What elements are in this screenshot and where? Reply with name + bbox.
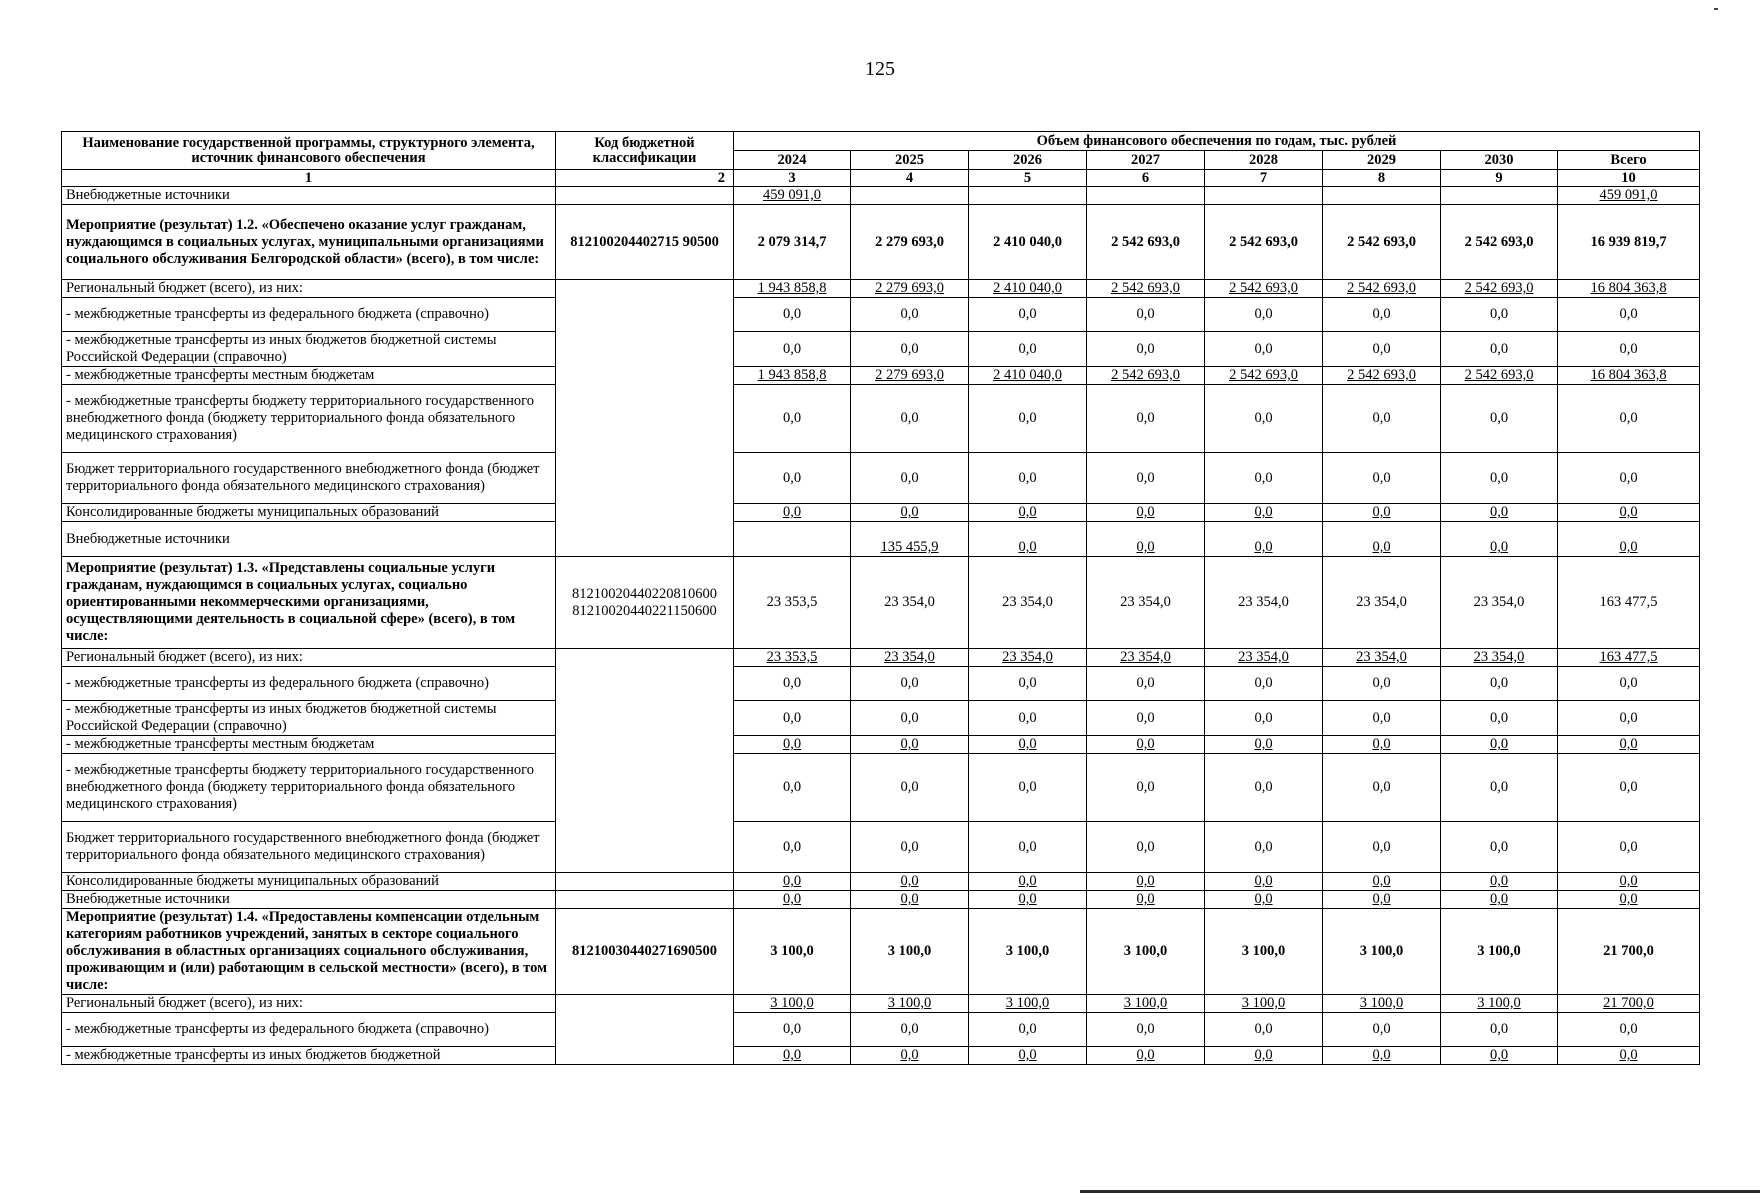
year-value: 0,0 [734, 822, 851, 873]
year-value: 3 100,0 [851, 995, 969, 1013]
year-value: 3 100,0 [1087, 909, 1205, 995]
year-value: 1 943 858,8 [734, 280, 851, 298]
year-value: 3 100,0 [1323, 909, 1441, 995]
table-row [62, 667, 1700, 701]
budget-code-empty [556, 187, 734, 205]
budget-code-value: 812100204402715 90500 [570, 233, 719, 250]
row-name: Мероприятие (результат) 1.4. «Предоставлены компенсации отдельным категориям работников учреждений, занятых в секторе социального обслуживания в областных организациях социального обслуживания, проживающим и (или) работающим в сельской местности» (всего), в том числе: [62, 909, 556, 995]
row-name: Внебюджетные источники [62, 187, 556, 205]
year-value: 0,0 [734, 667, 851, 701]
total-value: 0,0 [1558, 504, 1700, 522]
year-value: 2 410 040,0 [969, 367, 1087, 385]
year-value: 0,0 [1205, 332, 1323, 367]
scan-mark [1714, 8, 1718, 10]
total-value: 0,0 [1558, 298, 1700, 332]
year-value: 0,0 [1087, 873, 1205, 891]
budget-code-value: 81210020440221150600 [572, 602, 717, 619]
year-value: 2 542 693,0 [1087, 367, 1205, 385]
budget-code-empty [556, 649, 734, 873]
budget-code-empty [556, 891, 734, 909]
bottom-rule [1080, 1190, 1760, 1193]
total-value: 0,0 [1558, 891, 1700, 909]
year-value: 0,0 [1323, 522, 1441, 557]
total-value: 21 700,0 [1558, 995, 1700, 1013]
year-value: 3 100,0 [1323, 995, 1441, 1013]
year-value [1441, 187, 1558, 205]
row-name: - межбюджетные трансферты местным бюджетам [62, 367, 556, 385]
row-name: Региональный бюджет (всего), из них: [62, 280, 556, 298]
year-value: 0,0 [1441, 332, 1558, 367]
year-value: 0,0 [1087, 504, 1205, 522]
year-value [851, 187, 969, 205]
year-value: 0,0 [1323, 1013, 1441, 1047]
year-value: 0,0 [1323, 453, 1441, 504]
year-value: 0,0 [1205, 504, 1323, 522]
year-value: 2 542 693,0 [1205, 367, 1323, 385]
year-value: 23 354,0 [1205, 557, 1323, 649]
table-row [62, 522, 1700, 557]
table-body [62, 187, 1700, 1065]
table-row [62, 557, 1700, 649]
year-value: 0,0 [1441, 298, 1558, 332]
budget-code [556, 557, 734, 649]
table-row [62, 909, 1700, 995]
row-name: Региональный бюджет (всего), из них: [62, 995, 556, 1013]
table-row [62, 187, 1700, 205]
year-value: 3 100,0 [1205, 909, 1323, 995]
year-value: 3 100,0 [969, 909, 1087, 995]
year-value: 2 542 693,0 [1323, 280, 1441, 298]
year-value: 23 354,0 [1087, 557, 1205, 649]
year-value: 2 542 693,0 [1087, 280, 1205, 298]
year-value: 0,0 [1087, 667, 1205, 701]
total-value: 0,0 [1558, 453, 1700, 504]
row-name: - межбюджетные трансферты местным бюджетам [62, 736, 556, 754]
header-year: 2030 [1441, 151, 1558, 170]
year-value: 0,0 [1087, 385, 1205, 453]
table-row [62, 754, 1700, 822]
budget-code-empty [556, 873, 734, 891]
year-value: 2 542 693,0 [1087, 205, 1205, 280]
year-value: 3 100,0 [851, 909, 969, 995]
total-value: 21 700,0 [1558, 909, 1700, 995]
year-value: 0,0 [1441, 822, 1558, 873]
column-number: 7 [1205, 170, 1323, 187]
total-value: 0,0 [1558, 1047, 1700, 1065]
year-value: 0,0 [851, 754, 969, 822]
year-value: 0,0 [851, 504, 969, 522]
year-value: 0,0 [851, 385, 969, 453]
row-name: Консолидированные бюджеты муниципальных образований [62, 873, 556, 891]
row-name: Региональный бюджет (всего), из них: [62, 649, 556, 667]
header-name: Наименование государственной программы, структурного элемента, источник финансового обеспечения [62, 132, 556, 170]
year-value: 0,0 [851, 891, 969, 909]
year-value: 0,0 [734, 298, 851, 332]
year-value: 2 542 693,0 [1441, 367, 1558, 385]
year-value: 0,0 [1441, 385, 1558, 453]
year-value: 0,0 [734, 736, 851, 754]
budget-code [556, 909, 734, 995]
table-row [62, 205, 1700, 280]
year-value: 459 091,0 [734, 187, 851, 205]
row-name: Внебюджетные источники [62, 891, 556, 909]
year-value [1205, 187, 1323, 205]
table-row [62, 822, 1700, 873]
year-value: 0,0 [1205, 298, 1323, 332]
row-name: - межбюджетные трансферты из иных бюджетов бюджетной [62, 1047, 556, 1065]
column-number: 5 [969, 170, 1087, 187]
year-value: 0,0 [1087, 332, 1205, 367]
year-value: 0,0 [1323, 667, 1441, 701]
year-value: 1 943 858,8 [734, 367, 851, 385]
table-row [62, 385, 1700, 453]
year-value: 0,0 [969, 873, 1087, 891]
total-value: 0,0 [1558, 754, 1700, 822]
year-value: 2 279 693,0 [851, 367, 969, 385]
row-name: Бюджет территориального государственного внебюджетного фонда (бюджет территориального фонда обязательного медицинского страхования) [62, 453, 556, 504]
year-value: 135 455,9 [851, 522, 969, 557]
budget-code-empty [556, 280, 734, 557]
year-value: 0,0 [851, 332, 969, 367]
year-value: 2 410 040,0 [969, 205, 1087, 280]
row-name: Внебюджетные источники [62, 522, 556, 557]
year-value: 0,0 [1323, 822, 1441, 873]
year-value: 0,0 [851, 822, 969, 873]
year-value: 0,0 [1323, 701, 1441, 736]
year-value: 0,0 [969, 332, 1087, 367]
year-value: 2 410 040,0 [969, 280, 1087, 298]
year-value: 0,0 [1441, 754, 1558, 822]
column-number: 10 [1558, 170, 1700, 187]
budget-code [556, 205, 734, 280]
year-value: 3 100,0 [734, 995, 851, 1013]
year-value: 0,0 [1087, 522, 1205, 557]
table-row [62, 736, 1700, 754]
year-value: 0,0 [1205, 522, 1323, 557]
year-value: 0,0 [969, 1047, 1087, 1065]
table-row [62, 504, 1700, 522]
year-value: 0,0 [1441, 891, 1558, 909]
year-value: 0,0 [1087, 736, 1205, 754]
year-value: 0,0 [1323, 891, 1441, 909]
year-value: 23 354,0 [1323, 649, 1441, 667]
table-row [62, 280, 1700, 298]
year-value: 0,0 [1087, 701, 1205, 736]
year-value: 0,0 [1558, 522, 1700, 557]
total-value: 0,0 [1558, 873, 1700, 891]
year-value: 0,0 [734, 873, 851, 891]
year-value: 0,0 [969, 385, 1087, 453]
year-value: 23 353,5 [734, 649, 851, 667]
year-value: 0,0 [1441, 701, 1558, 736]
table-row [62, 1047, 1700, 1065]
year-value: 0,0 [969, 522, 1087, 557]
column-number: 9 [1441, 170, 1558, 187]
table-row [62, 367, 1700, 385]
year-value: 0,0 [1441, 1047, 1558, 1065]
year-value [1087, 187, 1205, 205]
row-name: - межбюджетные трансферты из федерального бюджета (справочно) [62, 298, 556, 332]
table-row [62, 453, 1700, 504]
table-row [62, 332, 1700, 367]
header-year: 2025 [851, 151, 969, 170]
budget-code-empty [734, 522, 851, 557]
year-value: 23 354,0 [851, 557, 969, 649]
year-value: 0,0 [969, 701, 1087, 736]
year-value: 0,0 [1441, 1013, 1558, 1047]
year-value: 0,0 [851, 1013, 969, 1047]
year-value: 23 354,0 [969, 557, 1087, 649]
year-value: 0,0 [1205, 873, 1323, 891]
year-value: 0,0 [969, 736, 1087, 754]
year-value: 0,0 [734, 504, 851, 522]
total-value: 16 804 363,8 [1558, 280, 1700, 298]
header-year: 2024 [734, 151, 851, 170]
page-number: 125 [865, 58, 895, 80]
table-row [62, 995, 1700, 1013]
year-value: 0,0 [1323, 736, 1441, 754]
year-value: 23 354,0 [851, 649, 969, 667]
year-value: 0,0 [1205, 1047, 1323, 1065]
year-value: 0,0 [1205, 701, 1323, 736]
year-value: 0,0 [1087, 754, 1205, 822]
header-year: 2029 [1323, 151, 1441, 170]
year-value: 0,0 [1205, 385, 1323, 453]
column-number: 6 [1087, 170, 1205, 187]
year-value: 0,0 [969, 298, 1087, 332]
year-value: 2 542 693,0 [1441, 280, 1558, 298]
year-value: 0,0 [1087, 891, 1205, 909]
header-year: 2028 [1205, 151, 1323, 170]
table-row [62, 873, 1700, 891]
column-number: 1 [62, 170, 556, 187]
budget-code-empty [556, 995, 734, 1065]
budget-code-value: 81210030440271690500 [572, 943, 717, 959]
year-value: 3 100,0 [1441, 909, 1558, 995]
year-value: 0,0 [1205, 453, 1323, 504]
year-value: 0,0 [1087, 453, 1205, 504]
year-value: 0,0 [734, 453, 851, 504]
year-value: 0,0 [969, 1013, 1087, 1047]
year-value: 0,0 [1087, 822, 1205, 873]
year-value: 2 279 693,0 [851, 280, 969, 298]
year-value: 0,0 [969, 822, 1087, 873]
header-year: 2026 [969, 151, 1087, 170]
total-value: 0,0 [1558, 822, 1700, 873]
year-value: 0,0 [851, 701, 969, 736]
year-value: 2 079 314,7 [734, 205, 851, 280]
row-name: - межбюджетные трансферты из федерального бюджета (справочно) [62, 667, 556, 701]
table-row [62, 1013, 1700, 1047]
year-value: 2 542 693,0 [1323, 367, 1441, 385]
year-value: 0,0 [851, 667, 969, 701]
year-value: 0,0 [734, 385, 851, 453]
year-value: 0,0 [969, 891, 1087, 909]
year-value: 23 354,0 [1087, 649, 1205, 667]
year-value: 0,0 [734, 332, 851, 367]
total-value: 163 477,5 [1558, 649, 1700, 667]
row-name: Бюджет территориального государственного внебюджетного фонда (бюджет территориального фонда обязательного медицинского страхования) [62, 822, 556, 873]
total-value: 0,0 [1558, 701, 1700, 736]
year-value: 0,0 [1441, 667, 1558, 701]
year-value: 2 542 693,0 [1323, 205, 1441, 280]
year-value: 0,0 [1323, 873, 1441, 891]
year-value: 3 100,0 [969, 995, 1087, 1013]
header-year: 2027 [1087, 151, 1205, 170]
year-value: 0,0 [734, 701, 851, 736]
budget-code-value: 81210020440220810600 [572, 585, 717, 602]
year-value: 0,0 [969, 754, 1087, 822]
year-value: 0,0 [969, 453, 1087, 504]
total-value: 163 477,5 [1558, 557, 1700, 649]
total-value: 0,0 [1558, 1013, 1700, 1047]
table-row [62, 891, 1700, 909]
row-name: - межбюджетные трансферты бюджету территориального государственного внебюджетного фонда (бюджету территориального фонда обязательного медицинского страхования) [62, 385, 556, 453]
year-value: 0,0 [1205, 891, 1323, 909]
year-value: 0,0 [1087, 1013, 1205, 1047]
column-number: 8 [1323, 170, 1441, 187]
total-value: 459 091,0 [1558, 187, 1700, 205]
year-value: 0,0 [1441, 504, 1558, 522]
year-value: 23 354,0 [969, 649, 1087, 667]
year-value: 0,0 [1441, 453, 1558, 504]
column-number: 2 [556, 170, 734, 187]
budget-table [61, 131, 1700, 1065]
row-name: - межбюджетные трансферты из иных бюджетов бюджетной системы Российской Федерации (справочно) [62, 332, 556, 367]
year-value: 0,0 [1323, 385, 1441, 453]
header-total: Всего [1558, 151, 1700, 170]
year-value: 0,0 [1323, 504, 1441, 522]
year-value: 23 353,5 [734, 557, 851, 649]
total-value: 0,0 [1558, 332, 1700, 367]
year-value: 0,0 [851, 873, 969, 891]
year-value: 0,0 [1441, 873, 1558, 891]
year-value: 0,0 [1323, 332, 1441, 367]
year-value: 2 542 693,0 [1205, 280, 1323, 298]
year-value: 3 100,0 [734, 909, 851, 995]
column-number: 3 [734, 170, 851, 187]
year-value: 0,0 [851, 1047, 969, 1065]
year-value: 3 100,0 [1441, 995, 1558, 1013]
table-row [62, 649, 1700, 667]
year-value: 0,0 [734, 1047, 851, 1065]
year-value: 0,0 [851, 453, 969, 504]
year-value: 0,0 [1205, 667, 1323, 701]
year-value: 2 279 693,0 [851, 205, 969, 280]
year-value: 0,0 [1441, 522, 1558, 557]
row-name: - межбюджетные трансферты бюджету территориального государственного внебюджетного фонда (бюджету территориального фонда обязательного медицинского страхования) [62, 754, 556, 822]
year-value: 23 354,0 [1441, 557, 1558, 649]
table-row [62, 298, 1700, 332]
year-value: 0,0 [1087, 298, 1205, 332]
year-value: 0,0 [734, 1013, 851, 1047]
year-value: 0,0 [969, 667, 1087, 701]
total-value: 0,0 [1558, 667, 1700, 701]
row-name: Мероприятие (результат) 1.2. «Обеспечено оказание услуг гражданам, нуждающимся в социальных услугах, муниципальными организациями социального обслуживания Белгородской области» (всего), в том числе: [62, 205, 556, 280]
table-row [62, 701, 1700, 736]
year-value: 0,0 [734, 754, 851, 822]
year-value: 0,0 [1323, 298, 1441, 332]
header-volume: Объем финансового обеспечения по годам, тыс. рублей [734, 132, 1700, 151]
year-value [969, 187, 1087, 205]
year-value: 0,0 [969, 504, 1087, 522]
year-value: 2 542 693,0 [1205, 205, 1323, 280]
year-value: 0,0 [734, 891, 851, 909]
header-code: Код бюджетной классификации [556, 132, 734, 170]
year-value: 0,0 [851, 298, 969, 332]
year-value: 23 354,0 [1323, 557, 1441, 649]
year-value: 0,0 [1323, 754, 1441, 822]
year-value: 23 354,0 [1441, 649, 1558, 667]
row-name: - межбюджетные трансферты из федерального бюджета (справочно) [62, 1013, 556, 1047]
total-value: 16 804 363,8 [1558, 367, 1700, 385]
year-value: 2 542 693,0 [1441, 205, 1558, 280]
year-value: 0,0 [1205, 1013, 1323, 1047]
total-value: 16 939 819,7 [1558, 205, 1700, 280]
year-value [1323, 187, 1441, 205]
year-value: 0,0 [1205, 736, 1323, 754]
row-name: - межбюджетные трансферты из иных бюджетов бюджетной системы Российской Федерации (справочно) [62, 701, 556, 736]
year-value: 0,0 [851, 736, 969, 754]
row-name: Мероприятие (результат) 1.3. «Представлены социальные услуги гражданам, нуждающимся в социальных услугах, социально ориентированными некоммерческими организациями, осуществляющими деятельность в социальной сфере» (всего), в том числе: [62, 557, 556, 649]
row-name: Консолидированные бюджеты муниципальных образований [62, 504, 556, 522]
year-value: 3 100,0 [1205, 995, 1323, 1013]
total-value: 0,0 [1558, 385, 1700, 453]
year-value: 0,0 [1441, 736, 1558, 754]
total-value: 0,0 [1558, 736, 1700, 754]
year-value: 0,0 [1205, 754, 1323, 822]
year-value: 3 100,0 [1087, 995, 1205, 1013]
year-value: 0,0 [1323, 1047, 1441, 1065]
year-value: 0,0 [1087, 1047, 1205, 1065]
column-number: 4 [851, 170, 969, 187]
year-value: 23 354,0 [1205, 649, 1323, 667]
year-value: 0,0 [1205, 822, 1323, 873]
